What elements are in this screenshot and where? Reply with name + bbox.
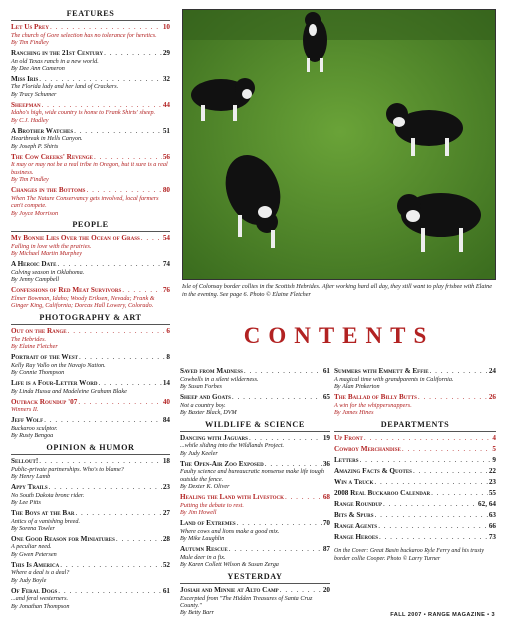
dot-leader bbox=[378, 523, 488, 531]
toc-entry-title: Range Roundup bbox=[334, 500, 383, 509]
toc-entry[interactable] bbox=[334, 512, 496, 520]
toc-entry-title: Healing the Land with Livestock bbox=[180, 493, 284, 502]
toc-entry[interactable] bbox=[11, 261, 170, 283]
dot-leader bbox=[75, 510, 161, 518]
toc-entry-description: Excerpted from "The Hidden Treasures of Santa Cruz County." bbox=[180, 594, 313, 609]
toc-entry-page: 61 bbox=[322, 367, 330, 375]
toc-entry-page: 29 bbox=[162, 48, 170, 57]
toc-entry-byline: By C.J. Hadley bbox=[11, 116, 49, 124]
opinion-humor-section bbox=[11, 443, 170, 610]
toc-entry-row bbox=[11, 328, 170, 336]
dot-leader bbox=[383, 501, 477, 509]
toc-entry-page: 10 bbox=[162, 23, 170, 31]
toc-entry-title: Life is a Four-Letter Word bbox=[11, 379, 98, 388]
toc-entry-description: Buckaroo sculptor. bbox=[11, 424, 58, 432]
toc-entry-row bbox=[180, 494, 330, 502]
toc-entry-description: When The Nature Conservancy gets involved, local farmers can't compete. bbox=[11, 194, 159, 210]
toc-entry-page: 20 bbox=[322, 586, 330, 594]
dot-leader bbox=[431, 490, 488, 498]
toc-entry-page: 9 bbox=[492, 456, 496, 464]
dot-leader bbox=[413, 468, 488, 476]
section-heading: FEATURES bbox=[11, 9, 170, 21]
toc-entry-title: The Ballad of Billy Butts bbox=[334, 392, 417, 401]
toc-entry-title: Letters bbox=[334, 456, 359, 464]
toc-entry-row bbox=[334, 435, 496, 443]
left-column bbox=[11, 6, 170, 614]
toc-entry[interactable] bbox=[11, 588, 170, 610]
toc-entry-row bbox=[180, 368, 330, 376]
toc-entry[interactable] bbox=[11, 76, 170, 98]
toc-entry-row bbox=[334, 457, 496, 465]
toc-entry-description: Elmer Bowman, Idaho; Woody Eriksen, Nevada; Frank & Ginger King, California; Dorcas Hall Lowery, Colorado. bbox=[11, 294, 155, 310]
section-heading: OPINION & HUMOR bbox=[11, 443, 170, 455]
toc-entry-page: 65 bbox=[322, 392, 330, 401]
toc-entry-description: Public-private partnerships. Who's to blame? bbox=[11, 465, 124, 473]
toc-entry-title: Sellout! bbox=[11, 457, 39, 466]
dot-leader bbox=[280, 587, 322, 595]
contents-title: CONTENTS bbox=[243, 323, 435, 348]
toc-entry-title: Changes in the Bottoms bbox=[11, 186, 86, 195]
toc-entry-byline: By James Hines bbox=[334, 408, 374, 416]
toc-entry[interactable] bbox=[334, 468, 496, 476]
toc-entry-page: 51 bbox=[162, 126, 170, 135]
dot-leader bbox=[430, 368, 488, 376]
dot-leader bbox=[60, 562, 162, 570]
yesterday-section bbox=[180, 572, 330, 617]
toc-entry-page: 32 bbox=[162, 74, 170, 83]
toc-entry-page: 87 bbox=[322, 545, 330, 554]
toc-entry-byline: By Baxter Black, DVM bbox=[180, 408, 237, 416]
toc-entry-page: 74 bbox=[162, 260, 170, 269]
toc-entry-description: Faulty science and bureaucratic nonsense make life tough outside the fence. bbox=[180, 468, 324, 483]
toc-entry-page: 61 bbox=[162, 586, 170, 595]
toc-entry-description: A magical time with grandparents in California. bbox=[334, 375, 454, 383]
toc-entry-description: The church of Gore selection has no tolerance for heretics. bbox=[11, 31, 157, 39]
dot-leader bbox=[232, 394, 322, 402]
toc-entry-row bbox=[11, 128, 170, 136]
dot-leader bbox=[265, 461, 322, 469]
toc-entry-row bbox=[334, 368, 496, 376]
toc-entry[interactable] bbox=[11, 562, 170, 584]
toc-entry-page: 55 bbox=[488, 489, 496, 498]
toc-entry-page: 56 bbox=[162, 152, 170, 161]
toc-entry-page: 36 bbox=[322, 459, 330, 468]
wildlife-science-section bbox=[180, 420, 330, 569]
toc-entry-title: Let Us Prey bbox=[11, 23, 49, 31]
toc-entry-title: Land of Extremes bbox=[180, 519, 236, 528]
toc-entry-row bbox=[334, 512, 496, 520]
toc-entry[interactable] bbox=[11, 24, 170, 46]
toc-entry-page: 14 bbox=[162, 379, 170, 388]
toc-entry-page: 27 bbox=[162, 508, 170, 517]
toc-entry-byline: By Dee Ann Cameron bbox=[11, 64, 65, 72]
dot-leader bbox=[74, 128, 162, 136]
toc-entry[interactable] bbox=[180, 587, 330, 617]
toc-entry-byline: By Judy Keeler bbox=[180, 449, 218, 457]
toc-entry-description: Mule deer in a fix. bbox=[180, 553, 226, 561]
toc-entry-row bbox=[11, 399, 170, 407]
toc-entry-page: 19 bbox=[322, 433, 330, 442]
toc-entry[interactable] bbox=[334, 435, 496, 443]
toc-entry-row bbox=[180, 546, 330, 554]
toc-entry-description: Kelly Ray Vallo on the Navajo Nation. bbox=[11, 361, 106, 369]
toc-entry[interactable] bbox=[11, 128, 170, 150]
section-heading: PEOPLE bbox=[11, 220, 170, 232]
toc-entry[interactable] bbox=[11, 536, 170, 558]
dot-leader bbox=[360, 457, 492, 465]
dot-leader bbox=[244, 368, 322, 376]
toc-entry-title: The Cow Creeks' Revenge bbox=[11, 152, 93, 161]
toc-entry-byline: By Henry Lamb bbox=[11, 473, 51, 481]
dot-leader bbox=[116, 536, 162, 544]
toc-entry[interactable] bbox=[334, 523, 496, 531]
toc-entry-title: Josiah and Minnie at Alto Camp bbox=[180, 586, 279, 594]
toc-entry-description: No South Dakota bronc rider. bbox=[11, 491, 85, 499]
toc-entry-page: 23 bbox=[488, 478, 496, 487]
dot-leader bbox=[50, 24, 162, 32]
toc-entry-row bbox=[11, 235, 170, 243]
toc-entry[interactable] bbox=[11, 484, 170, 506]
toc-entry-description: An old Texas ranch in a new world. bbox=[11, 57, 99, 65]
toc-entry[interactable] bbox=[11, 50, 170, 72]
toc-entry-row bbox=[11, 76, 170, 84]
dot-leader bbox=[122, 287, 162, 295]
toc-entry-row bbox=[180, 520, 330, 528]
toc-entry-row bbox=[334, 501, 496, 509]
toc-entry-description: Winners II. bbox=[11, 406, 39, 414]
toc-entry-byline: By Betty Barr bbox=[180, 609, 215, 617]
toc-entry[interactable] bbox=[334, 446, 496, 454]
dot-leader bbox=[285, 494, 322, 502]
toc-entry-page: 52 bbox=[162, 560, 170, 569]
toc-entry-row bbox=[11, 187, 170, 195]
toc-entry-byline: By Michael Martin Murphey bbox=[11, 250, 82, 258]
toc-entry-byline: By Dexter K. Oliver bbox=[180, 483, 230, 491]
toc-entry-description: Where cows and lions make a good mix. bbox=[180, 527, 280, 535]
toc-entry[interactable] bbox=[11, 417, 170, 439]
toc-entry-page: 4 bbox=[492, 433, 496, 442]
middle-column bbox=[180, 368, 330, 620]
section-heading: PHOTOGRAPHY & ART bbox=[11, 313, 170, 325]
features-section bbox=[11, 9, 170, 217]
toc-entry-row bbox=[180, 461, 330, 469]
dot-leader bbox=[39, 76, 162, 84]
toc-entry-row bbox=[11, 287, 170, 295]
toc-entry-description: A peculiar need. bbox=[11, 543, 52, 551]
toc-entry-page: 22 bbox=[488, 467, 496, 476]
toc-entry-row bbox=[11, 588, 170, 596]
toc-entry-page: 18 bbox=[162, 457, 170, 466]
toc-entry-title: Win a Truck bbox=[334, 478, 374, 487]
toc-entry-title: Cowboy Merchandise bbox=[334, 444, 401, 453]
dot-leader bbox=[418, 394, 488, 402]
toc-entry-description: By Linda Hussa and Madeleine Graham Blake bbox=[11, 387, 127, 395]
right-top-section bbox=[334, 368, 496, 416]
dot-leader bbox=[68, 328, 166, 336]
toc-entry-title: Ranching in the 21st Century bbox=[11, 48, 104, 57]
toc-entry-title: Summers with Emmett & Effie bbox=[334, 367, 429, 375]
toc-entry-title: The Boys at the Bar bbox=[11, 508, 75, 517]
toc-entry-title: A Brother Watches bbox=[11, 126, 74, 135]
toc-entry[interactable] bbox=[180, 368, 330, 390]
toc-entry-row bbox=[334, 446, 496, 454]
toc-entry-page: 6 bbox=[166, 327, 170, 336]
toc-entry-row bbox=[11, 510, 170, 518]
dot-leader bbox=[39, 458, 162, 466]
toc-entry-page: 76 bbox=[162, 286, 170, 295]
toc-entry-title: My Bonnie Lies Over the Ocean of Grass bbox=[11, 234, 140, 243]
toc-entry[interactable] bbox=[334, 368, 496, 390]
toc-entry-byline: By Sorena Towler bbox=[11, 524, 55, 532]
toc-entry-row bbox=[11, 50, 170, 58]
toc-entry-title: Autumn Rescue bbox=[180, 545, 228, 554]
toc-entry-title: Dancing with Jaguars bbox=[180, 433, 248, 442]
toc-entry-title: Portrait of the West bbox=[11, 353, 78, 362]
toc-entry[interactable] bbox=[11, 510, 170, 532]
toc-entry[interactable] bbox=[334, 479, 496, 487]
toc-entry[interactable] bbox=[334, 501, 496, 509]
toc-entry-title: 2008 Real Buckaroo Calendar bbox=[334, 489, 431, 498]
dot-leader bbox=[364, 435, 492, 443]
toc-entry-byline: By Joseph P. Shirts bbox=[11, 142, 59, 150]
toc-entry-row bbox=[334, 394, 496, 402]
toc-entry-row bbox=[180, 587, 330, 595]
toc-entry[interactable] bbox=[180, 546, 330, 568]
toc-entry-page: 8 bbox=[166, 353, 170, 362]
right-column bbox=[334, 368, 496, 563]
dot-leader bbox=[94, 154, 162, 162]
toc-entry-row bbox=[11, 484, 170, 492]
toc-entry-byline: By Connie Thompson bbox=[11, 369, 65, 377]
dot-leader bbox=[86, 187, 161, 195]
toc-entry-row bbox=[334, 523, 496, 531]
toc-entry-byline: By Rusty Bengoa bbox=[11, 432, 54, 440]
toc-entry-byline: By Joyce Morrison bbox=[11, 209, 59, 217]
photo-illustration bbox=[183, 10, 496, 280]
dot-leader bbox=[104, 50, 162, 58]
toc-entry-byline: By Tim Findley bbox=[11, 176, 49, 184]
toc-entry-row bbox=[11, 380, 170, 388]
toc-entry-row bbox=[11, 458, 170, 466]
toc-entry[interactable] bbox=[11, 102, 170, 124]
toc-entry[interactable] bbox=[334, 534, 496, 542]
toc-entry-byline: By Tracy Schumer bbox=[11, 90, 57, 98]
toc-entry-page: 5 bbox=[492, 444, 496, 453]
toc-entry-description: It may or may not be a real tribe in Oregon, but it sure is a real business. bbox=[11, 161, 168, 176]
toc-entry[interactable] bbox=[11, 354, 170, 376]
dot-leader bbox=[379, 534, 488, 542]
toc-entry-row bbox=[180, 394, 330, 402]
toc-entry-description: Falling in love with the prairies. bbox=[11, 243, 92, 250]
toc-entry-title: Amazing Facts & Quotes bbox=[334, 467, 412, 476]
toc-entry-row bbox=[11, 102, 170, 110]
toc-entry-title: Of Feral Dogs bbox=[11, 586, 58, 595]
middle-top-section bbox=[180, 368, 330, 416]
toc-entry-description: Where a deal is a deal? bbox=[11, 569, 70, 577]
toc-entry-title: Miss Iris bbox=[11, 74, 39, 83]
toc-entry-description: The Hebrides. bbox=[11, 335, 47, 343]
toc-entry-row bbox=[11, 536, 170, 544]
toc-entry-row bbox=[334, 468, 496, 476]
dot-leader bbox=[57, 261, 161, 269]
toc-entry-row bbox=[11, 154, 170, 162]
dot-leader bbox=[229, 546, 322, 554]
toc-entry-row bbox=[180, 435, 330, 443]
toc-entry-page: 24 bbox=[488, 367, 496, 375]
toc-entry[interactable] bbox=[180, 394, 330, 416]
toc-entry-row bbox=[11, 24, 170, 32]
toc-entry-description: The Florida lady and her land of Crackers. bbox=[11, 83, 119, 91]
toc-entry-page: 28 bbox=[162, 534, 170, 543]
dot-leader bbox=[402, 446, 492, 454]
section-heading: WILDLIFE & SCIENCE bbox=[180, 420, 330, 432]
toc-entry-title: One Good Reason for Miniatures bbox=[11, 534, 115, 543]
departments-section bbox=[334, 420, 496, 542]
toc-entry-byline: By Elaine Fletcher bbox=[11, 343, 58, 351]
toc-entry-description: Cowbells in a silent wilderness. bbox=[180, 375, 259, 383]
toc-entry-description: Putting the debate to rest. bbox=[180, 501, 244, 509]
toc-entry-row bbox=[334, 479, 496, 487]
toc-entry-byline: By Jenny Campbell bbox=[11, 276, 60, 284]
toc-entry-description: A win for the whippersnappers. bbox=[334, 401, 412, 409]
toc-entry[interactable] bbox=[180, 520, 330, 542]
toc-entry-row bbox=[334, 534, 496, 542]
toc-entry-byline: By Gwen Petersen bbox=[11, 550, 57, 558]
dot-leader bbox=[249, 435, 322, 443]
toc-entry-title: Jeff Wolf bbox=[11, 416, 44, 425]
toc-entry[interactable] bbox=[11, 458, 170, 480]
people-section bbox=[11, 220, 170, 309]
toc-entry-description: Idaho's high, wide country is home to Frank Shirts' sheep. bbox=[11, 109, 156, 117]
toc-entry-byline: By Lee Pitts bbox=[11, 499, 41, 506]
toc-entry[interactable] bbox=[11, 328, 170, 350]
dot-leader bbox=[49, 484, 162, 492]
toc-entry[interactable] bbox=[11, 154, 170, 184]
toc-entry-page: 70 bbox=[322, 519, 330, 528]
toc-entry[interactable] bbox=[334, 490, 496, 498]
toc-entry[interactable] bbox=[11, 187, 170, 217]
toc-entry-title: Range Heroes bbox=[334, 533, 378, 542]
toc-entry-page: 62, 64 bbox=[478, 500, 496, 509]
toc-entry[interactable] bbox=[11, 399, 170, 414]
toc-entry-description: ...and feral westerners. bbox=[11, 595, 69, 603]
toc-entry-page: 44 bbox=[162, 100, 170, 109]
toc-entry-title: Sheepman bbox=[11, 100, 41, 109]
dot-leader bbox=[58, 588, 162, 596]
toc-entry[interactable] bbox=[334, 457, 496, 465]
toc-entry-title: Saved from Madness bbox=[180, 367, 243, 375]
dot-leader bbox=[98, 380, 161, 388]
toc-entry-byline: By Jim Howell bbox=[180, 509, 217, 517]
dot-leader bbox=[44, 417, 162, 425]
dot-leader bbox=[78, 399, 161, 407]
toc-entry[interactable] bbox=[11, 287, 170, 309]
dot-leader bbox=[237, 520, 322, 528]
dot-leader bbox=[375, 512, 488, 520]
toc-entry-byline: By Tim Findley bbox=[11, 39, 49, 46]
toc-entry-byline: By Karen Collett Wilson & Susan Zerga bbox=[180, 561, 279, 569]
toc-entry-page: 40 bbox=[162, 397, 170, 406]
toc-entry-description: ...while sliding into the Wildlands Project. bbox=[180, 442, 285, 450]
toc-entry-row bbox=[11, 261, 170, 269]
toc-entry-page: 54 bbox=[162, 234, 170, 243]
toc-entry[interactable] bbox=[334, 394, 496, 416]
photography-art-section bbox=[11, 313, 170, 439]
toc-entry-title: Out on the Range bbox=[11, 327, 67, 336]
toc-entry-description: Calving season in Oklahoma. bbox=[11, 268, 85, 276]
dot-leader bbox=[42, 102, 162, 110]
toc-entry-description: Heartbreak in Hells Canyon. bbox=[11, 135, 83, 143]
toc-entry[interactable] bbox=[11, 380, 170, 395]
toc-entry-page: 66 bbox=[488, 522, 496, 531]
toc-entry[interactable] bbox=[180, 461, 330, 491]
toc-entry-title: A Heroic Date bbox=[11, 260, 57, 269]
toc-entry-row bbox=[11, 417, 170, 425]
toc-entry-byline: By Jonathan Thompson bbox=[11, 602, 70, 610]
toc-entry-title: Appy Trails bbox=[11, 483, 48, 491]
cover-note: On the Cover: Great Basin buckaroo Ryle Ferry and his trusty border collie Cooper. Photo © Larry Turner bbox=[334, 548, 485, 562]
toc-entry-row bbox=[11, 562, 170, 570]
toc-entry-page: 80 bbox=[162, 186, 170, 195]
section-heading: YESTERDAY bbox=[180, 572, 330, 584]
toc-entry-title: Outback Roundup '07 bbox=[11, 397, 78, 406]
toc-entry-description: Antics of a vanishing breed. bbox=[11, 517, 81, 525]
toc-entry-description: Not a country boy. bbox=[180, 401, 226, 409]
toc-entry-byline: By Mike Laughlin bbox=[180, 535, 225, 543]
photo-caption: Isle of Colonsay border collies in the Scottish Hebrides. After working hard all day, they still want to play frisbee with Elaine in the evening. See page 6. Photo © Elaine Fletcher bbox=[182, 283, 492, 298]
dot-leader bbox=[141, 235, 162, 243]
border-collies-photo bbox=[182, 9, 496, 280]
dot-leader bbox=[374, 479, 487, 487]
toc-entry-page: 73 bbox=[488, 533, 496, 542]
dot-leader bbox=[79, 354, 165, 362]
toc-entry-row bbox=[11, 354, 170, 362]
toc-entry[interactable] bbox=[11, 235, 170, 257]
page-footer: FALL 2007 • RANGE MAGAZINE • 3 bbox=[390, 612, 495, 618]
toc-entry-page: 68 bbox=[322, 493, 330, 502]
toc-entry-title: Bits & Spurs bbox=[334, 511, 374, 520]
toc-entry-title: Range Agents bbox=[334, 522, 378, 531]
toc-entry-title: Confessions of Red Meat Survivors bbox=[11, 286, 122, 295]
toc-entry-title: Sheep and Goats bbox=[180, 392, 231, 401]
toc-entry-page: 63 bbox=[488, 511, 496, 520]
toc-entry-page: 84 bbox=[162, 416, 170, 425]
toc-entry-byline: By Alan Pinkerton bbox=[334, 383, 380, 390]
toc-entry-row bbox=[334, 490, 496, 498]
toc-entry-title: The Open-Air Zoo Exposed bbox=[180, 459, 264, 468]
toc-entry-byline: By Judy Boyle bbox=[11, 576, 47, 584]
toc-entry-page: 23 bbox=[162, 483, 170, 491]
toc-entry-title: This Is America bbox=[11, 560, 60, 569]
toc-entry[interactable] bbox=[180, 435, 330, 457]
section-heading: DEPARTMENTS bbox=[334, 420, 496, 432]
toc-entry-page: 26 bbox=[488, 392, 496, 401]
toc-entry-byline: By Susan Forbes bbox=[180, 383, 222, 390]
toc-entry-title: Up Front bbox=[334, 433, 363, 442]
toc-entry[interactable] bbox=[180, 494, 330, 516]
